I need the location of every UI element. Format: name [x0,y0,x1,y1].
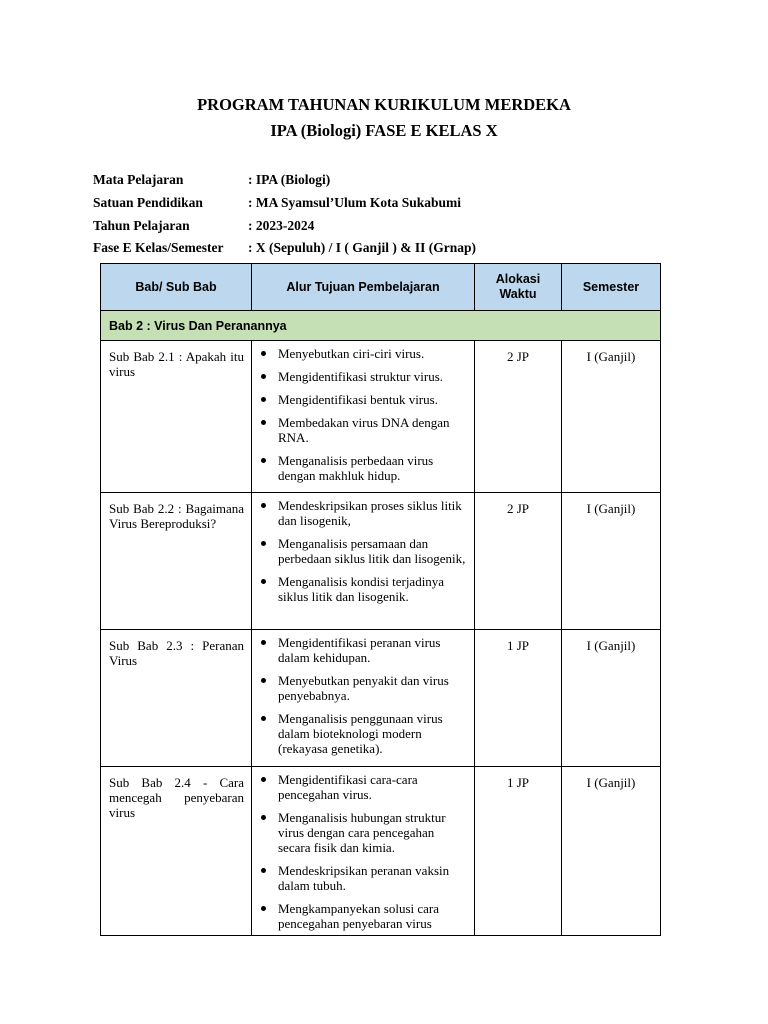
goal-item: Mengidentifikasi peranan virus dalam kehidupan. [258,635,468,665]
table-header-row [101,264,661,311]
goal-item: Menganalisis penggunaan virus dalam bioteknologi modern (rekayasa genetika). [258,711,468,756]
table-row [101,341,661,493]
semester-cell: I (Ganjil) [562,767,661,936]
info-label: Satuan Pendidikan [93,195,203,210]
document-subtitle: IPA (Biologi) FASE E KELAS X [270,121,498,140]
goals-cell [252,767,475,936]
info-label: Mata Pelajaran [93,172,184,187]
sub-bab-cell: Sub Bab 2.3 : Peranan Virus [101,630,252,767]
goal-item: Menyebutkan penyakit dan virus penyebabnya. [258,673,468,703]
semester-cell: I (Ganjil) [562,493,661,630]
info-value: : IPA (Biologi) [248,172,331,187]
info-label: Fase E Kelas/Semester [93,240,224,255]
program-table [100,263,661,936]
goals-list [258,346,468,483]
info-value: : X (Sepuluh) / I ( Ganjil ) & II (Grnap) [248,240,477,255]
header-bab-sub-bab: Bab/ Sub Bab [101,264,252,311]
table-row [101,767,661,936]
bab-row [101,311,661,341]
header-alur-tujuan: Alur Tujuan Pembelajaran [252,264,475,311]
goal-item: Mendeskripsikan peranan vaksin dalam tubuh. [258,863,468,893]
goals-cell [252,493,475,630]
goal-item: Menganalisis hubungan struktur virus dengan cara pencegahan secara fisik dan kimia. [258,810,468,855]
bab-title: Bab 2 : Virus Dan Peranannya [101,311,661,341]
info-value: : MA Syamsul’Ulum Kota Sukabumi [248,195,462,210]
goal-item: Mengidentifikasi bentuk virus. [258,392,468,407]
goal-item: Mengidentifikasi struktur virus. [258,369,468,384]
semester-cell: I (Ganjil) [562,630,661,767]
goal-item: Mendeskripsikan proses siklus litik dan lisogenik, [258,498,468,528]
goal-item: Menyebutkan ciri-ciri virus. [258,346,468,361]
sub-bab-cell: Sub Bab 2.1 : Apakah itu virus [101,341,252,493]
goal-item: Mengkampanyekan solusi cara pencegahan penyebaran virus [258,901,468,931]
table-row [101,630,661,767]
goals-list [258,498,468,604]
sub-bab-cell: Sub Bab 2.4 - Cara mencegah penyebaran virus [101,767,252,936]
info-value: : 2023-2024 [248,218,315,233]
header-semester: Semester [562,264,661,311]
header-alokasi-text: Alokasi Waktu [495,272,541,301]
goal-item: Menganalisis perbedaan virus dengan makhluk hidup. [258,453,468,483]
goals-cell [252,341,475,493]
goal-item: Membedakan virus DNA dengan RNA. [258,415,468,445]
alokasi-cell: 1 JP [475,767,562,936]
document-title: PROGRAM TAHUNAN KURIKULUM MERDEKA [197,95,571,114]
goal-item: Menganalisis persamaan dan perbedaan siklus litik dan lisogenik, [258,536,468,566]
alokasi-cell: 2 JP [475,493,562,630]
goal-item: Menganalisis kondisi terjadinya siklus litik dan lisogenik. [258,574,468,604]
semester-cell: I (Ganjil) [562,341,661,493]
goals-list [258,772,468,931]
alokasi-cell: 1 JP [475,630,562,767]
info-label: Tahun Pelajaran [93,218,190,233]
goal-item: Mengidentifikasi cara-cara pencegahan virus. [258,772,468,802]
header-alokasi-waktu [475,264,562,311]
alokasi-cell: 2 JP [475,341,562,493]
table-row [101,493,661,630]
goals-list [258,635,468,756]
sub-bab-cell: Sub Bab 2.2 : Bagaimana Virus Bereproduksi? [101,493,252,630]
goals-cell [252,630,475,767]
